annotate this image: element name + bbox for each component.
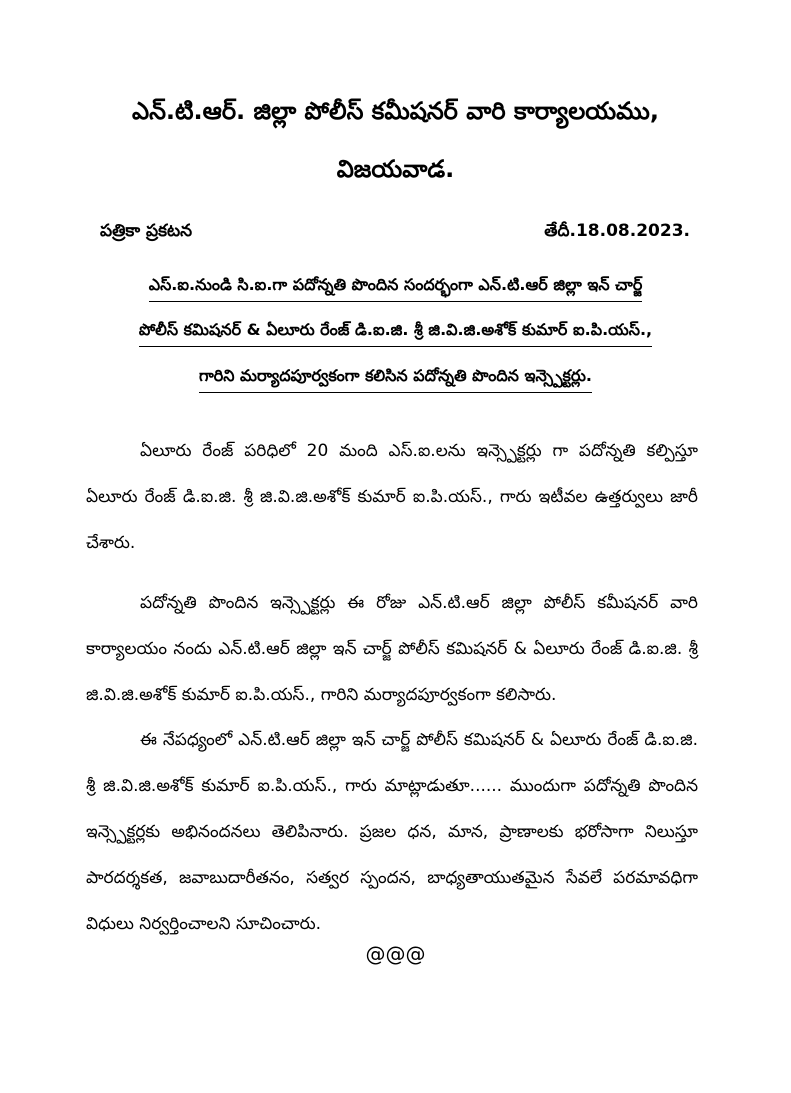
subject-line-1: ఎస్.ఐ.నుండి సి.ఐ.గా పదోన్నతి పొందిన సందర్భంగా ఎన్.టి.ఆర్ జిల్లా ఇన్ చార్జ్: [149, 272, 643, 302]
release-meta: [100, 216, 690, 246]
subject-line: [0, 272, 791, 302]
body-paragraph-3: ఈ నేపధ్యంలో ఎన్.టి.ఆర్ జిల్లా ఇన్ చార్జ్ పోలీస్ కమిషనర్ & ఏలూరు రేంజ్ డి.ఐ.జి. శ్రీ జి.వి.జి.అశోక్ కుమార్ ఐ.పి.యస్., గారు మాట్లాడుతూ...... ముందుగా పదోన్నతి పొందిన ఇన్స్పెక్టర్లకు అభినందనలు తెలిపినారు. ప్రజల ధన, మాన, ప్రాణాలకు భరోసాగా నిలుస్తూ పారదర్శకత, జవాబుదారీతనం, సత్వర స్పందన, బాధ్యతాయుతమైన సేవలే పరమావధిగా విధులు నిర్వర్తించాలని సూచించారు.: [86, 730, 698, 934]
subject-line-3: గారిని మర్యాదపూర్వకంగా కలిసిన పదోన్నతి పొందిన ఇన్స్పెక్టర్లు.: [199, 363, 592, 393]
subject-line: [0, 317, 791, 347]
release-date: తేదీ.18.08.2023.: [544, 221, 690, 241]
subject-line: [0, 363, 791, 393]
end-mark: @@@: [365, 942, 426, 966]
press-release-label: పత్రికా ప్రకటన: [100, 221, 193, 241]
body-paragraph-2: పదోన్నతి పొందిన ఇన్స్పెక్టర్లు ఈ రోజు ఎన్.టి.ఆర్ జిల్లా పోలీస్ కమీషనర్ వారి కార్యాలయం నందు ఎన్.టి.ఆర్ జిల్లా ఇన్ చార్జ్ పోలీస్ కమిషనర్ & ఏలూరు రేంజ్ డి.ఐ.జి. శ్రీ జి.వి.జి.అశోక్ కుమార్ ఐ.పి.యస్., గారిని మర్యాదపూర్వకంగా కలిసారు.: [86, 593, 698, 705]
office-title: ఎన్.టి.ఆర్. జిల్లా పోలీస్ కమీషనర్ వారి కార్యాలయము,: [132, 97, 659, 125]
subject-line-2: పోలీస్ కమిషనర్ & ఏలూరు రేంజ్ డి.ఐ.జి. శ్రీ జి.వి.జి.అశోక్ కుమార్ ఐ.పి.యస్.,: [139, 317, 652, 347]
body-paragraph-1: ఏలూరు రేంజ్ పరిధిలో 20 మంది ఎస్.ఐ.లను ఇన్స్పెక్టర్లు గా పదోన్నతి కల్పిస్తూ ఏలూరు రేంజ్ డి.ఐ.జి. శ్రీ జి.వి.జి.అశోక్ కుమార్ ఐ.పి.యస్., గారు ఇటీవల ఉత్తర్వులు జారీ చేశారు.: [86, 441, 698, 553]
office-city: విజయవాడ.: [336, 155, 455, 183]
